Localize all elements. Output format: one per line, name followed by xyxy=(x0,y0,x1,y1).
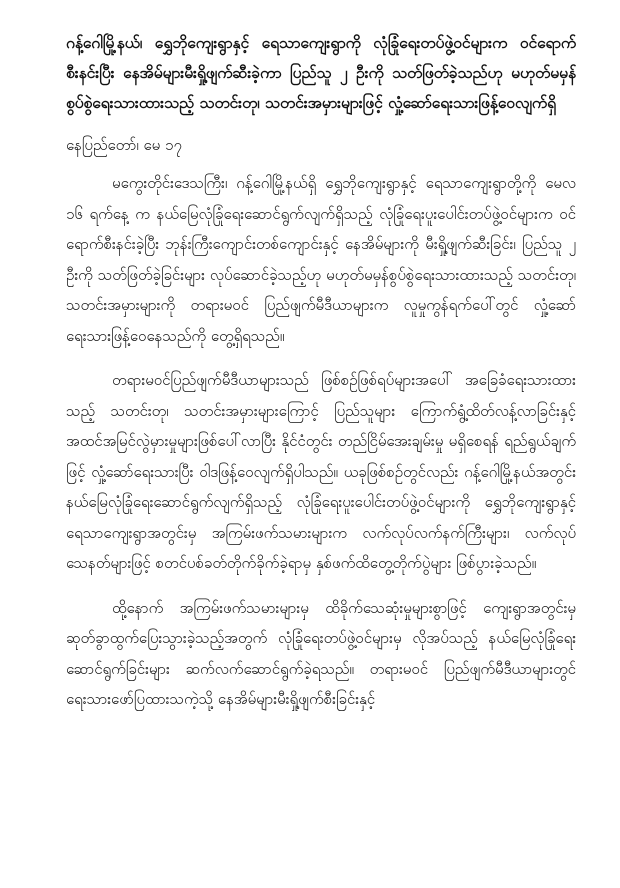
article-dateline: နေပြည်တော်၊ မေ ၁၇ xyxy=(66,136,182,154)
article-paragraph-3: ထို့နောက် အကြမ်းဖက်သမားများမှ ထိခိုက်သေဆုံးမှုများစွာဖြင့် ကျေးရွာအတွင်းမှ ဆုတ်ခွာထွက်ပြေးသွားခဲ့သည့်အတွက် လုံခြုံရေးတပ်ဖွဲ့ဝင်များမှ လိုအပ်သည့် နယ်မြေလုံခြုံရေးဆောင်ရွက်ခြင်းများ ဆက်လက်ဆောင်ရွက်ခဲ့ရသည်။ တရားမဝင် ပြည်ဖျက်မီဒီယာများတွင် ရေးသားဖော်ပြထားသကဲ့သို့ နေအိမ်များမီးရှို့ဖျက်စီးခြင်းနှင့် xyxy=(66,598,576,708)
article-paragraph-2: တရားမဝင်ပြည်ဖျက်မီဒီယာများသည် ဖြစ်စဉ်ဖြစ်ရပ်များအပေါ် အခြေခံရေးသားထားသည့် သတင်းတု၊ သတင်းအမှားများကြောင့် ပြည်သူများ ကြောက်ရွံ့ထိတ်လန့်လာခြင်းနှင့် အထင်အမြင်လွဲမှားမှုများဖြစ်ပေါ်လာပြီး နိုင်ငံတွင်း တည်ငြိမ်အေးချမ်းမှု မရှိစေရန် ရည်ရွယ်ချက်ဖြင့် လှုံ့ဆော်ရေးသားပြီး ဝါဒဖြန့်ဝေလျက်ရှိပါသည်။ ယခုဖြစ်စဉ်တွင်လည်း ဂန့်ဂေါမြို့နယ်အတွင်း နယ်မြေလုံခြုံရေးဆောင်ရွက်လျက်ရှိသည့် လုံခြုံရေးပူးပေါင်းတပ်ဖွဲ့ဝင်များကို ရွှေဘိုကျေးရွာနှင့် ရေသာကျေးရွာအတွင်းမှ အကြမ်းဖက်သမားများက လက်လုပ်လက်နက်ကြီးများ၊ လက်လုပ်သေနတ်များဖြင့် စတင်ပစ်ခတ်တိုက်ခိုက်ခဲ့ရာမှ နှစ်ဖက်ထိတွေ့တိုက်ပွဲများ ဖြစ်ပွားခဲ့သည်။ xyxy=(66,371,576,572)
article-paragraph-1: မကွေးတိုင်းဒေသကြီး၊ ဂန့်ဂေါမြို့နယ်ရှိ ရွှေဘိုကျေးရွာနှင့် ရေသာကျေးရွာတို့ကို မေလ ၁၆ ရက်နေ့ က နယ်မြေလုံခြုံရေးဆောင်ရွက်လျက်ရှိသည့် လုံခြုံရေးပူးပေါင်းတပ်ဖွဲ့ဝင်များက ဝင်ရောက်စီးနင်းခဲ့ပြီး ဘုန်းကြီးကျောင်းတစ်ကျောင်းနှင့် နေအိမ်များကို မီးရှို့ဖျက်ဆီးခြင်း၊ ပြည်သူ ၂ ဦးကို သတ်ဖြတ်ခဲ့ခြင်းများ လုပ်ဆောင်ခဲ့သည့်ဟု မဟုတ်မမှန်စွပ်စွဲရေးသားထားသည့် သတင်းတု၊ သတင်းအမှားများကို တရားမဝင် ပြည်ဖျက်မီဒီယာများက လူမှုကွန်ရက်ပေါ်တွင် လှုံ့ဆော်ရေးသားဖြန့်ဝေနေသည်ကို တွေ့ရှိရသည်။ xyxy=(66,174,576,345)
article-headline: ဂန့်ဂေါမြို့နယ်၊ ရွှေဘိုကျေးရွာနှင့် ရေသာကျေးရွာကို လုံခြုံရေးတပ်ဖွဲ့ဝင်များက ဝင်ရောက်စီးနင်းပြီး နေအိမ်များမီးရှို့ဖျက်ဆီးခဲ့ကာ ပြည်သူ ၂ ဦးကို သတ်ဖြတ်ခဲ့သည်ဟု မဟုတ်မမှန်စွပ်စွဲရေးသားထားသည့် သတင်းတု၊ သတင်းအမှားများဖြင့် လှုံ့ဆော်ရေးသားဖြန့်ဝေလျက်ရှိ xyxy=(66,34,576,112)
